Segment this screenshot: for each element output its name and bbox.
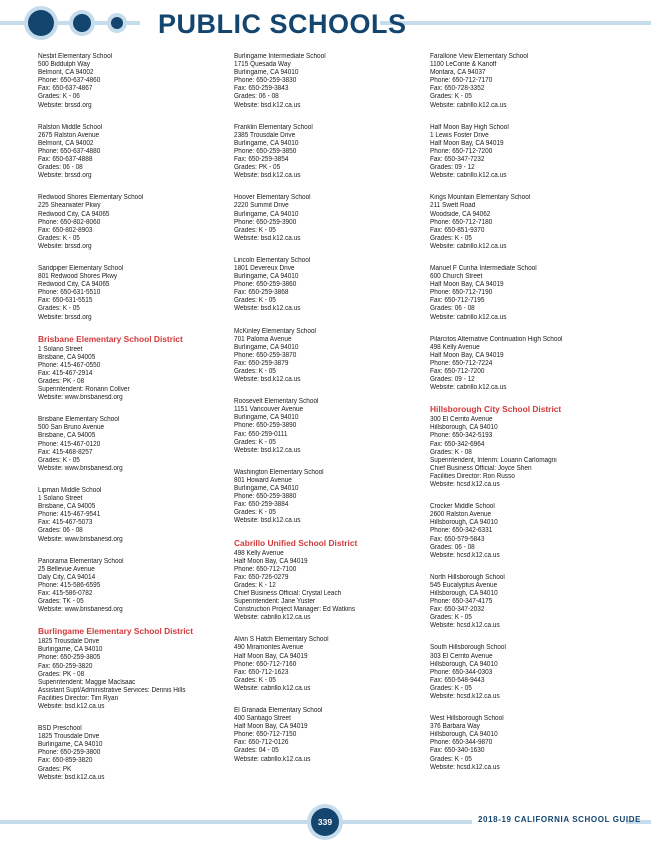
school-name: Ralston Middle School — [38, 123, 103, 131]
entry-detail-line: Grades: 04 - 05 — [234, 747, 279, 755]
entry-detail-line: 1 Solano Street — [38, 345, 83, 353]
entry-detail-line: Grades: 06 - 08 — [38, 527, 83, 535]
entry-detail-line: Fax: 415-586-0782 — [38, 589, 93, 597]
entry-detail-line: Burlingame, CA 94010 — [234, 139, 299, 147]
entry-detail-line: Grades: K - 05 — [38, 234, 80, 242]
district-heading: Hillsborough City School District — [430, 404, 562, 415]
school-name: Alvin S Hatch Elementary School — [234, 636, 329, 644]
district-entry — [234, 538, 419, 623]
entry-detail-line: Fax: 650-259-3843 — [234, 85, 289, 93]
entry-detail-line: Phone: 650-712-7100 — [234, 565, 297, 573]
entry-detail-line: Phone: 650-259-3805 — [38, 654, 101, 662]
website-text: Website: brssd.org — [38, 242, 92, 250]
entry-detail-line: 498 Kelly Avenue — [430, 343, 480, 351]
entry-detail-line: Brisbane, CA 94005 — [38, 503, 96, 511]
website-text: Website: cabrillo.k12.ca.us — [234, 684, 311, 692]
entry-detail-line: Superintendent: Maggie Maclsaac — [38, 678, 136, 686]
school-name: Franklin Elementary School — [234, 123, 313, 131]
school-entry — [234, 194, 419, 243]
entry-detail-line: Fax: 650-728-3352 — [430, 85, 485, 93]
entry-detail-line: Fax: 650-259-3868 — [234, 289, 289, 297]
district-entry — [38, 626, 223, 711]
entry-detail-line: Grades: K - 05 — [234, 368, 276, 375]
school-entry — [430, 194, 615, 251]
school-name: North Hillsborough School — [430, 573, 505, 581]
entry-detail-line: Fax: 650-637-4888 — [38, 156, 93, 164]
entry-detail-line: Fax: 415-467-5073 — [38, 519, 93, 527]
school-name: El Granada Elementary School — [234, 707, 323, 714]
website-text: Website: hcsd.k12.ca.us — [430, 763, 500, 771]
entry-detail-line: Phone: 650-712-7180 — [430, 218, 493, 226]
website-text: Website: cabrillo.k12.ca.us — [430, 384, 507, 392]
entry-detail-line: Grades: 09 - 12 — [430, 376, 475, 384]
entry-detail-line: Phone: 650-259-3860 — [234, 281, 297, 289]
entry-detail-line: Half Moon Bay, CA 94019 — [234, 723, 308, 731]
school-entry — [38, 194, 223, 251]
entry-detail-line: 1 Solano Street — [38, 495, 83, 503]
entry-detail-line: 801 Redwood Shores Pkwy — [38, 273, 118, 281]
entry-detail-line: Phone: 650-712-7160 — [234, 660, 297, 668]
school-entry — [430, 124, 615, 181]
entry-detail-line: Grades: K - 05 — [430, 614, 472, 622]
entry-detail-line: Hillsborough, CA 94010 — [430, 589, 498, 597]
entry-detail-line: Fax: 650-342-6964 — [430, 440, 485, 448]
entry-detail-line: Burlingame, CA 94010 — [234, 343, 299, 351]
school-entry — [234, 328, 419, 385]
entry-detail-line: Phone: 650-631-5510 — [38, 289, 101, 297]
website-text: Website: brssd.org — [38, 313, 92, 321]
school-entry — [38, 725, 223, 782]
header-dot-medium-icon — [73, 14, 91, 32]
school-entry — [234, 636, 419, 693]
entry-detail-line: Hillsborough, CA 94010 — [430, 519, 498, 527]
website-text: Website: bsd.k12.ca.us — [234, 446, 301, 454]
entry-detail-line: Belmont, CA 94002 — [38, 139, 94, 147]
entry-detail-line: Burlingame, CA 94010 — [234, 414, 299, 422]
entry-detail-line: Half Moon Bay, CA 94019 — [430, 139, 504, 147]
school-name: Half Moon Bay High School — [430, 123, 509, 131]
website-text: Website: cabrillo.k12.ca.us — [430, 313, 507, 321]
entry-detail-line: Fax: 650-347-2032 — [430, 606, 485, 614]
website-text: Website: cabrillo.k12.ca.us — [430, 242, 507, 250]
entry-detail-line: Fax: 650-347-7232 — [430, 156, 485, 164]
website-text: Website: bsd.k12.ca.us — [234, 101, 301, 109]
entry-detail-line: Phone: 415-467-9541 — [38, 511, 101, 519]
school-name: Nesbit Elementary School — [38, 53, 113, 60]
entry-detail-line: Phone: 650-259-3800 — [38, 749, 101, 757]
website-text: Website: bsd.k12.ca.us — [234, 517, 301, 525]
school-name: Panorama Elementary School — [38, 557, 124, 565]
entry-detail-line: Phone: 650-259-3880 — [234, 493, 297, 501]
header-dot-large-icon — [28, 10, 54, 36]
entry-detail-line: Grades: 09 - 12 — [430, 164, 475, 172]
website-text: Website: www.brisbanesd.org — [38, 535, 123, 543]
entry-detail-line: Fax: 650-579-5843 — [430, 535, 485, 543]
website-text: Website: www.brisbanesd.org — [38, 394, 123, 402]
entry-detail-line: Grades: K - 05 — [38, 456, 80, 464]
entry-detail-line: Phone: 650-344-0303 — [430, 668, 493, 676]
website-text: Website: bsd.k12.ca.us — [234, 172, 301, 180]
website-text: Website: www.brisbanesd.org — [38, 464, 123, 472]
school-name: South Hillsborough School — [430, 644, 506, 652]
school-entry — [38, 265, 223, 322]
entry-detail-line: Fax: 415-467-2914 — [38, 369, 93, 377]
entry-detail-line: Grades: K - 05 — [430, 93, 472, 101]
entry-detail-line: Grades: TK - 05 — [38, 598, 84, 606]
entry-detail-line: Grades: PK - 08 — [38, 378, 85, 385]
entry-detail-line: Fax: 650-548-9443 — [430, 676, 485, 684]
entry-detail-line: 801 Howard Avenue — [234, 476, 292, 484]
website-text: Website: hcsd.k12.ca.us — [430, 622, 500, 630]
entry-detail-line: Grades: K - 05 — [430, 684, 472, 692]
district-heading: Cabrillo Unified School District — [234, 537, 358, 548]
school-name: Lincoln Elementary School — [234, 256, 311, 264]
entry-detail-line: Fax: 650-859-3820 — [38, 757, 93, 765]
school-name: McKinley Elementary School — [234, 327, 316, 335]
entry-detail-line: Fax: 650-259-3820 — [38, 662, 93, 670]
school-entry — [234, 53, 419, 110]
entry-detail-line: Grades: K - 08 — [430, 448, 472, 456]
guide-title: 2018-19 CALIFORNIA SCHOOL GUIDE — [478, 815, 642, 824]
footer-rule-right — [340, 820, 472, 824]
entry-detail-line: 1100 LeConte & Kanoff — [430, 61, 497, 69]
entry-detail-line: Fax: 415-468-8257 — [38, 448, 93, 456]
entry-detail-line: Phone: 650-342-5193 — [430, 432, 493, 440]
entry-detail-line: 400 Santiago Street — [234, 715, 291, 723]
entry-detail-line: Grades: K - 05 — [234, 676, 276, 684]
entry-detail-line: Chief Business Official: Crystal Leach — [234, 589, 342, 597]
entry-detail-line: Phone: 650-637-4860 — [38, 77, 101, 85]
entry-detail-line: 300 El Cerrito Avenue — [430, 416, 493, 424]
school-entry — [430, 574, 615, 631]
school-name: Pilarcitos Alternative Continuation High School — [430, 335, 563, 343]
entry-detail-line: 1825 Trousdale Drive — [38, 638, 100, 646]
header-rule-right — [380, 21, 651, 25]
entry-detail-line: Burlingame, CA 94010 — [234, 210, 299, 218]
entry-detail-line: Phone: 650-259-3870 — [234, 351, 297, 359]
school-entry — [430, 503, 615, 560]
entry-detail-line: Half Moon Bay, CA 94019 — [234, 557, 308, 565]
entry-detail-line: Woodside, CA 94062 — [430, 210, 491, 218]
footer-rule-left — [0, 820, 312, 824]
entry-detail-line: Phone: 650-259-3890 — [234, 422, 297, 430]
school-name: Redwood Shores Elementary School — [38, 194, 144, 202]
entry-detail-line: Grades: K - 05 — [234, 438, 276, 446]
school-name: Manuel F Cunha Intermediate School — [430, 264, 537, 272]
entry-detail-line: Hillsborough, CA 94010 — [430, 731, 498, 739]
entry-detail-line: Burlingame, CA 94010 — [234, 69, 299, 77]
entry-detail-line: Fax: 650-637-4867 — [38, 85, 93, 93]
entry-detail-line: Phone: 650-259-3830 — [234, 77, 297, 85]
entry-detail-line: Phone: 650-712-7150 — [234, 731, 297, 739]
district-heading: Brisbane Elementary School District — [38, 333, 183, 344]
entry-detail-line: Burlingame, CA 94010 — [234, 273, 299, 281]
entry-detail-line: Hillsborough, CA 94010 — [430, 424, 498, 432]
district-entry — [38, 334, 223, 403]
entry-detail-line: Assistant Supt/Administrative Services: Dennis Hills — [38, 686, 186, 694]
entry-detail-line: Phone: 650-347-4175 — [430, 598, 493, 606]
entry-detail-line: Fax: 650-340-1630 — [430, 747, 485, 755]
entry-detail-line: Fax: 650-259-0111 — [234, 430, 288, 438]
website-text: Website: www.brisbanesd.org — [38, 606, 123, 614]
website-text: Website: bsd.k12.ca.us — [234, 376, 301, 384]
school-entry — [430, 715, 615, 772]
entry-detail-line: 500 San Bruno Avenue — [38, 424, 105, 432]
entry-detail-line: Brisbane, CA 94005 — [38, 432, 96, 440]
entry-detail-line: Fax: 650-712-1623 — [234, 668, 289, 676]
entry-detail-line: 303 El Cerrito Avenue — [430, 652, 493, 660]
district-entry — [430, 404, 615, 489]
school-name: Burlingame Intermediate School — [234, 53, 326, 60]
entry-detail-line: Grades: K - 05 — [430, 234, 472, 242]
entry-detail-line: Fax: 650-712-7195 — [430, 297, 485, 305]
entry-detail-line: Phone: 650-802-8060 — [38, 218, 101, 226]
entry-detail-line: Grades: PK — [38, 765, 72, 773]
entry-detail-line: Grades: 06 - 08 — [430, 543, 475, 551]
entry-detail-line: Phone: 650-712-7170 — [430, 77, 493, 85]
entry-detail-line: Grades: 06 - 08 — [234, 93, 279, 101]
entry-detail-line: Facilities Director: Ron Russo — [430, 472, 515, 480]
directory-column-1 — [38, 53, 223, 796]
page-number: 339 — [311, 808, 339, 836]
entry-detail-line: Burlingame, CA 94010 — [38, 741, 103, 749]
website-text: Website: cabrillo.k12.ca.us — [234, 755, 311, 763]
school-entry — [430, 265, 615, 322]
entry-detail-line: Grades: K - 06 — [38, 93, 80, 101]
website-text: Website: bsd.k12.ca.us — [234, 234, 301, 242]
entry-detail-line: Chief Business Official: Joyce Shen — [430, 464, 532, 472]
entry-detail-line: 25 Bellevue Avenue — [38, 565, 95, 573]
entry-detail-line: Grades: K - 05 — [234, 509, 276, 517]
website-text: Website: hcsd.k12.ca.us — [430, 693, 500, 700]
school-entry — [234, 124, 419, 181]
entry-detail-line: Fax: 650-802-8903 — [38, 226, 93, 234]
school-entry — [38, 416, 223, 473]
school-entry — [38, 558, 223, 615]
school-name: BSD Preschool — [38, 725, 82, 733]
school-name: Sandpiper Elementary School — [38, 264, 124, 272]
entry-detail-line: Grades: PK - 08 — [38, 670, 85, 678]
school-entry — [430, 644, 615, 701]
entry-detail-line: Phone: 650-712-7224 — [430, 359, 493, 367]
website-text: Website: brssd.org — [38, 172, 92, 180]
entry-detail-line: 600 Church Street — [430, 273, 483, 281]
school-entry — [234, 469, 419, 526]
entry-detail-line: 498 Kelly Avenue — [234, 549, 284, 557]
school-name: Kings Mountain Elementary School — [430, 194, 531, 202]
page-header — [0, 0, 651, 50]
entry-detail-line: 1151 Vancouver Avenue — [234, 406, 304, 414]
entry-detail-line: Montara, CA 94037 — [430, 69, 486, 77]
school-name: West Hillsborough School — [430, 715, 504, 723]
entry-detail-line: 545 Eucalyptus Avenue — [430, 581, 498, 589]
page-footer — [0, 800, 651, 845]
school-entry — [430, 53, 615, 110]
district-heading: Burlingame Elementary School District — [38, 626, 193, 637]
website-text: Website: hcsd.k12.ca.us — [430, 551, 500, 559]
entry-detail-line: Phone: 650-712-7200 — [430, 147, 493, 155]
website-text: Website: bsd.k12.ca.us — [38, 703, 105, 710]
school-name: Roosevelt Elementary School — [234, 398, 319, 406]
entry-detail-line: Phone: 415-467-0120 — [38, 440, 101, 448]
website-text: Website: bsd.k12.ca.us — [38, 773, 105, 781]
entry-detail-line: 500 Biddulph Way — [38, 61, 91, 69]
entry-detail-line: Brisbane, CA 94005 — [38, 353, 96, 361]
school-entry — [234, 257, 419, 314]
entry-detail-line: Burlingame, CA 94010 — [234, 485, 299, 493]
entry-detail-line: 701 Paloma Avenue — [234, 335, 292, 343]
entry-detail-line: Superintendent, Interim: Louann Carlomagni — [430, 456, 557, 464]
entry-detail-line: Hillsborough, CA 94010 — [430, 660, 498, 668]
school-entry — [234, 707, 419, 764]
entry-detail-line: Facilities Director: Tim Ryan — [38, 694, 119, 702]
entry-detail-line: Fax: 650-259-3884 — [234, 501, 289, 509]
website-text: Website: cabrillo.k12.ca.us — [430, 101, 507, 109]
entry-detail-line: Grades: 06 - 08 — [430, 305, 475, 313]
entry-detail-line: Redwood City, CA 94065 — [38, 210, 110, 218]
school-entry — [38, 53, 223, 110]
website-text: Website: brssd.org — [38, 101, 92, 109]
entry-detail-line: Phone: 650-344-9870 — [430, 739, 493, 747]
school-entry — [38, 124, 223, 181]
school-name: Crocker Middle School — [430, 503, 495, 511]
entry-detail-line: Fax: 650-712-0126 — [234, 739, 289, 747]
page-title: PUBLIC SCHOOLS — [158, 9, 407, 39]
entry-detail-line: Phone: 650-342-6331 — [430, 527, 493, 535]
entry-detail-line: Grades: 06 - 08 — [38, 164, 83, 172]
entry-detail-line: Phone: 650-259-3850 — [234, 147, 297, 155]
entry-detail-line: Belmont, CA 94002 — [38, 69, 94, 77]
entry-detail-line: Half Moon Bay, CA 94019 — [430, 351, 504, 359]
entry-detail-line: Fax: 650-726-0279 — [234, 573, 289, 581]
entry-detail-line: Superintendent: Ronann Collver — [38, 386, 130, 394]
entry-detail-line: Grades: PK - 05 — [234, 164, 281, 172]
entry-detail-line: 2600 Ralston Avenue — [430, 511, 492, 519]
entry-detail-line: Grades: K - 05 — [38, 305, 80, 313]
entry-detail-line: 2385 Trousdale Drive — [234, 131, 296, 139]
entry-detail-line: 1715 Quesada Way — [234, 61, 291, 69]
school-entry — [234, 398, 419, 455]
entry-detail-line: 1 Lewis Foster Drive — [430, 131, 489, 139]
entry-detail-line: Fax: 650-851-9370 — [430, 226, 485, 234]
school-entry — [430, 336, 615, 393]
directory-column-2 — [234, 53, 419, 778]
entry-detail-line: 1825 Trousdale Drive — [38, 733, 100, 741]
entry-detail-line: Phone: 415-467-0550 — [38, 361, 101, 369]
school-name: Washington Elementary School — [234, 468, 324, 476]
entry-detail-line: Redwood City, CA 94065 — [38, 281, 110, 289]
entry-detail-line: Phone: 650-637-4880 — [38, 147, 101, 155]
entry-detail-line: 225 Shearwater Pkwy — [38, 202, 101, 210]
entry-detail-line: Phone: 650-712-7190 — [430, 289, 493, 297]
entry-detail-line: Superintendent: Jane Yuster — [234, 598, 316, 606]
entry-detail-line: Grades: K - 12 — [234, 581, 276, 589]
school-entry — [38, 487, 223, 544]
website-text: Website: cabrillo.k12.ca.us — [234, 614, 311, 622]
entry-detail-line: Fax: 650-259-3854 — [234, 156, 289, 164]
entry-detail-line: Half Moon Bay, CA 94019 — [430, 281, 504, 289]
website-text: Website: cabrillo.k12.ca.us — [430, 172, 507, 180]
entry-detail-line: 376 Barbara Way — [430, 723, 480, 731]
entry-detail-line: Grades: K - 05 — [234, 297, 276, 305]
website-text: Website: hcsd.k12.ca.us — [430, 481, 500, 489]
entry-detail-line: Phone: 650-259-3900 — [234, 218, 297, 226]
entry-detail-line: Fax: 650-712-7200 — [430, 368, 485, 375]
entry-detail-line: Half Moon Bay, CA 94019 — [234, 652, 308, 660]
header-dot-small-icon — [111, 17, 123, 29]
entry-detail-line: Construction Project Manager: Ed Watkins — [234, 606, 356, 614]
entry-detail-line: 211 Swett Road — [430, 202, 476, 210]
school-name: Hoover Elementary School — [234, 194, 311, 202]
website-text: Website: bsd.k12.ca.us — [234, 305, 301, 313]
entry-detail-line: Fax: 650-259-3879 — [234, 359, 289, 367]
entry-detail-line: 2675 Ralston Avenue — [38, 131, 100, 139]
directory-column-3 — [430, 53, 615, 786]
entry-detail-line: Grades: K - 05 — [234, 226, 276, 234]
entry-detail-line: Grades: K - 05 — [430, 755, 472, 763]
school-name: Lipman Middle School — [38, 486, 102, 494]
entry-detail-line: 490 Miramontes Avenue — [234, 644, 304, 652]
entry-detail-line: Burlingame, CA 94010 — [38, 646, 103, 654]
school-name: Brisbane Elementary School — [38, 416, 120, 424]
entry-detail-line: Fax: 650-631-5515 — [38, 297, 93, 305]
school-name: Farallone View Elementary School — [430, 53, 529, 60]
entry-detail-line: 2220 Summit Drive — [234, 202, 289, 210]
entry-detail-line: 1801 Devereux Drive — [234, 264, 295, 272]
entry-detail-line: Phone: 415-586-6595 — [38, 581, 101, 589]
entry-detail-line: Daly City, CA 94014 — [38, 573, 96, 581]
